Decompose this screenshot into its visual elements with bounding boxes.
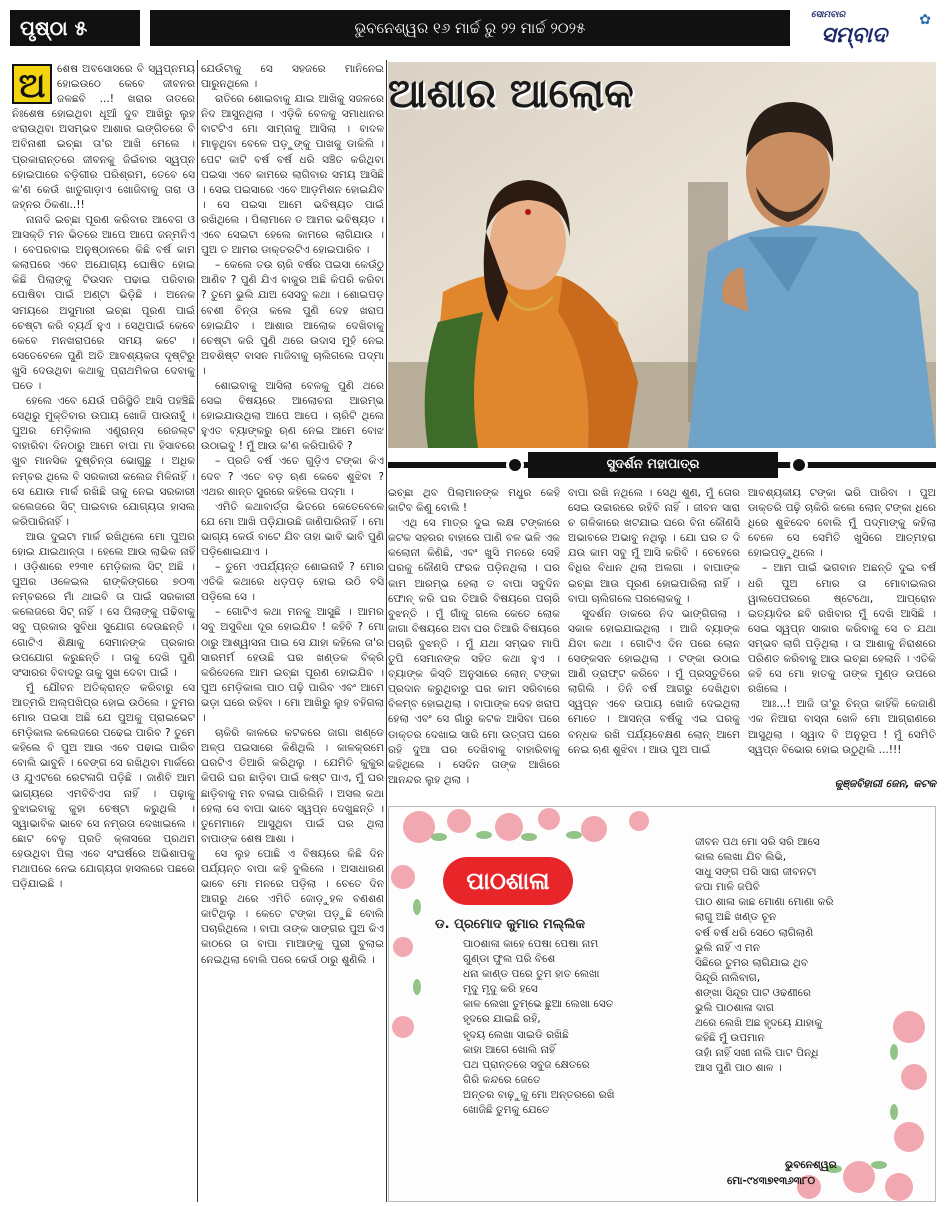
logo-main-text: ସମ୍ବାଦ — [821, 22, 887, 48]
bullet-icon — [506, 456, 524, 474]
masthead-logo — [797, 6, 935, 52]
poem-line: ଭୁଲି ନାହିଁ ଏ ମନ — [695, 941, 761, 954]
bird-icon: ✿ — [919, 12, 931, 28]
paragraph: – ଆମ ପାଇଁ ଭଗବାନ ଅଛନ୍ତି ଦୁଇ ବର୍ଷ ଧରି ପୁଅ ମୋର ତା ମୋବାଇଲର ୱାଲପେପରରେ ଷ୍ଟେଥୋ, ଆପ୍ରୋନ ଇତ୍ୟାଦିର ଛବି ରଖିବାର ମୁଁ ଦେଖି ଆସିଛି । ସେଇ ସ୍ୱପ୍ନ ସାକାର କରିବାକୁ ସେ ତ ଯଥା ସମ୍ଭବ ଲାଗି ପଡ଼ିଥିଲା । ତା ଆଶାକୁ ନିରାଶରେ ପରିଣତ କରିବାକୁ ଆଉ ଇଚ୍ଛା ହେଲାନି । ଏତିକି କହି ସେ ମୋ ହାତକୁ ତାଙ୍କ ମୁଣ୍ଡ ଉପରେ ରଖିଲେ । — [748, 562, 936, 696]
article-column-3 — [388, 486, 560, 796]
poem-line: ଆସ ପୁଣି ପାଠ ଶାଳ । — [695, 1062, 782, 1075]
poem-line: କାହା ଆଗେ ଖୋଲି ନାହିଁ — [463, 1043, 556, 1056]
article-column-1 — [12, 62, 195, 1202]
paragraph: – ତୁମେ ଏପର୍ଯ୍ୟନ୍ତ ଶୋଇନାହଁ ? ମୋର ଏତିକି କଥାରେ ଧଡ଼ପଡ଼ ହୋଇ ଉଠି ବସି ପଡ଼ିଲେ ସେ । — [201, 561, 384, 604]
date-range: ଭୁବନେଶ୍ୱର ୧୬ ମାର୍ଚ୍ଚ ରୁ ୨୨ ମାର୍ଚ୍ଚ ୨୦୨୫ — [150, 10, 790, 46]
byline-bar — [388, 452, 936, 478]
poem-line: କାଲ ଲେଖା ଯିବ ଲିଭି, — [695, 851, 787, 864]
poem-line: ଭୁଲି ପାଠଶାଳା ଦାଗ — [695, 1002, 774, 1015]
paragraph: – ପ୍ରତି ବର୍ଷ ଏତେ ଗୁଡ଼ିଏ ଟଙ୍କା କିଏ ଦେବ ? ଏତେ ବଡ଼ ଋଣ କେବେ ଶୁଝିବା ? ଏଥର ଶାନ୍ତ ସୁରରେ କହିଲେ ପଦ୍ମା । — [201, 455, 384, 498]
paragraph: ଚାକିରି କାଳରେ କଟକରେ ଜାଗା ଖଣ୍ଡେ ଅଳ୍ପ ପଇସାରେ କିଣିଥିଲି । କାଳକ୍ରମେ ଘରଟିଏ ତିଆରି କରିଥିଲୁ । ଯେମିତି କୁକୁର କିପରି ଘର ଛାଡ଼ିବା ପାଇଁ କଷ୍ଟ ପାଏ, ମୁଁ ଘର ଛାଡ଼ିବାକୁ ମନ ବଳାଇ ପାରିଲିନି । ଅସଲ କଥା ହେଲା ସେ ବାପା ଭାବେ ସ୍ୱପ୍ନ ଦେଖୁଛନ୍ତି । ତୁମେମାନେ ଆସୁଥିବା ପାଇଁ ଘର ଥିଲା ବାପାଙ୍କ ଶେଷ ଆଶା । — [201, 727, 384, 845]
poem-stanza-left — [463, 937, 615, 1118]
drop-cap: ଅ — [12, 64, 52, 104]
article-credit: କୁଞ୍ଜବିହାରୀ ଜେନ, କଟକ — [834, 778, 936, 790]
poem-box — [388, 806, 936, 1202]
poem-line: ଶଙ୍ଖା ସିନ୍ଦୂର ପାଟ ଓଢଣୀରେ — [695, 986, 811, 999]
poem-line: ପଥ ପ୍ରାନ୍ତରେ ସବୁଜ କ୍ଷେତରେ — [463, 1058, 590, 1071]
article-column-5 — [748, 486, 936, 796]
poem-line: ଗୁଣ୍ଡା ଫୁଲ ପରି ବିଶେ — [463, 953, 556, 966]
paragraph: ଇଚ୍ଛା ଥିବ ପିଲାମାନଙ୍କ ମଧୁର କେହି କାଟିବ କିଣୁ ବୋଲି ! — [388, 487, 560, 515]
poem-phone: ମୋ-୯୪୩୭୧୩୬୩୮୦ — [727, 1175, 816, 1187]
paragraph: ଆବଶ୍ୟକୀୟ ଟଙ୍କା ଭରି ପାରିବା । ପୁଅ ଡାକ୍ତରି ପଢ଼ି ଚାକିରି କଲେ ଲୋନ୍ ଟଙ୍କା ଧିରେ ଧିରେ ଶୁଝିଦେବ ବୋଲି ମୁଁ ପଦ୍ମାଙ୍କୁ କହିଲା ବେଳେ ସେ ସେମିତି ଖୁସିରେ ଆତ୍ମହରା ହୋଇପଡ଼ୁଥିଲେ । — [748, 487, 936, 560]
paragraph: ଯେଉଁଟାକୁ ସେ ସହଜରେ ମାନିନେଇ ପାରୁନଥିଲେ । — [201, 63, 384, 91]
paragraph: – କେଲେ ତଉ ଚାରି ବର୍ଷର ପଇସା କେଉଁଠୁ ଆଣିବ ? ପୁଣି ଯିଏ ବାକୁର ଅଛି କିପରି କରିବା ? ତୁମେ ଭୁଲି ଯାଅ ସେସବୁ କଥା । ଶୋଇପଡ଼ ବେଶୀ ଚିନ୍ତା କଲେ ପୁଣି ଦେହ ଖରାପ ହୋଇଯିବ । ଆଶାର ଆଲୋକ ଦେଖିବାକୁ ଚେଷ୍ଟା କରି ପୁଣି ଥରେ ଉଦାସ ମୁହଁ ନେଇ ଅବଶିଷ୍ଟ ବାସନ ମାଜିବାକୁ ଚାଲିଗଲେ ପଦ୍ମା । — [201, 259, 384, 377]
paragraph: ହେଲେ ଏବେ ଯେଉଁ ପରିସ୍ଥିତି ଆସି ପହଞ୍ଚିଛି ସେଥିରୁ ମୁକ୍ତିବାର ଉପାୟ ଖୋଜି ପାଉନାହୁଁ । ପୁଅର ମେଡ଼ିକାଲ ଏଣ୍ଟ୍ରାନ୍ସ ରେଜଲ୍ଟ ବାହାରିବା ଦିନଠାରୁ ଆମେ ବାପା ମା ହିସାବରେ ଖୁବ ମାନସିକ ଦୁଷ୍ଚିନ୍ତା ଭୋଗୁଛୁ । ଅଧିକ ନମ୍ବର ଥିଲେ ବି ସରକାରୀ କଲେଜ ମିଳିନାହିଁ । ସେ ଯୋଉ ମାର୍କ ରଖିଛି ତାକୁ ନେଇ ସରକାରୀ କଲେଜରେ ସିଟ୍ ପାଇବାର ଯୋଗ୍ୟତା ହାସଲ କରିପାରିନାହିଁ । — [12, 395, 195, 528]
paragraph: ସୁଦର୍ଶନ ଡାକରେ ନିଦ ଭାଙ୍ଗିଗଲା । ସକାଳ ହୋଇଯାଇଥିଲା । ଆଜି ବ୍ୟାଙ୍କ ଯିବା କଥା । ଗୋଟିଏ ଦିନ ପରେ ଲୋନ ସେଙ୍କସନ ହୋଇଥିଲା । ଟଙ୍କା ଉଠାଇ ଆଣି ଡ୍ରାଫ୍ଟ କରିବେ । ମୁଁ ପ୍ରସ୍ତୁତିରେ ଲାଗିଲି । ତିନି ବର୍ଷ ଆଗରୁ ଦେଖିଥିବା ସ୍ୱପ୍ନ ଏବେ ଉପାୟ ଖୋଜି ଦେଇଥିଲା ମୋତେ । ଆସନ୍ତା ବର୍ଷକୁ ଏଇ ଘରକୁ ବନ୍ଧକ ରଖି ପର୍ଯ୍ୟବେକ୍ଷଣ ଲୋନ୍ ଆମେ ନେଇ ଋଣ ଶୁଝିବା । ଆଉ ପୁଅ ପାଇଁ — [568, 607, 740, 756]
poem-title: ପାଠଶାଳା — [443, 857, 573, 905]
paragraph: ଏଥି ସେ ମାତ୍ର ଦୁଇ ଲକ୍ଷ ଟଙ୍କାରେ କଟକ ସହରର ବାହାରେ ପାଣି ବଳ ଭଳି ଏକ କଲୋନୀ କିଣିଛି, ଏବଂ ଖୁସି ମନରେ ସେହି ଘରକୁ କୌଣସି ଫରକ ପଡ଼ିନଥିଲା । ଘର କାମ ଆରମ୍ଭ ହେଲା ତ ବାପା ସବୁଦିନ ଫୋନ୍ କରି ଘର ତିଆରି ବିଷୟରେ ପଚାରି ବୁଝନ୍ତି । ମୁଁ ଗାଁକୁ ଗଲେ କେତେ ଲୋକ ଜାଗା ବିଷୟରେ ଅବା ଘର ତିଆରି ବିଷୟରେ ପଚାରି ବୁଝନ୍ତି । ମୁଁ ଯଥା ସମ୍ଭବ ମାପି ତୁପି ସେମାନଙ୍କ ସହିତ କଥା ହୁଏ । ବ୍ୟାଙ୍କ କିସ୍ତି ଅନୁସାରେ ଲୋନ୍ ଟଙ୍କା ପ୍ରଦାନ କରୁଥିବାରୁ ଘର କାମ ସରିବାରେ ବିଳମ୍ବ ହୋଇଥିଲା । ବାପାଙ୍କ ଦେହ ଖରାପ ହେଲା ଏବଂ ସେ ଗାଁରୁ କଟକ ଆସିବା ପରେ ଡାକ୍ତର ଦେଖାଇ ସାରି ମୋ ଉତ୍ତାପ ଘରେ ରହି ଦୁଆ ଘର ଦେଖିବାକୁ ବାହାରିବାକୁ କହିଥିଲେ । ସେଦିନ ତାଙ୍କ ଆଖିରେ ଆନନ୍ଦର ଲୁହ ଥିଲା । — [388, 517, 560, 786]
poem-line: ସାଧୁ ସଙ୍ଗ ପରି ସାରା ଜୀବନଟା — [695, 866, 817, 879]
poem-line: ଧନା କାଣ୍ଡ ପରେ ତୁମ ହାତ ଲେଖା — [463, 968, 600, 981]
poem-stanza-right — [695, 835, 834, 1077]
poem-author: ଡ. ପ୍ରମୋଦ କୁମାର ମଲ୍ଲିକ — [435, 917, 585, 932]
paragraph: ଆଉ ଦୁଇଟା ମାର୍କ ରଖିଥିଲେ ମୋ ପୁଅର ହୋଇ ଯାଇଥାନ୍ତା । ହେଲେ ଆଉ ଲାଭିକ ନାହିଁ । ଓଡ଼ିଶାରେ ୧୨୩୧ ମେଡ଼ିକାଲ ସିଟ୍ ଅଛି । ପୁଅର ଓଳେଇଲ ରାଙ୍କିଙ୍ଗରେ ୭୦୩ ନମ୍ବରରେ ମାଁ ଥାଇବି ତା ପାଇଁ ସରକାରୀ କଲେଜରେ ସିଟ୍ ନାହିଁ । ସେ ପିଲାଙ୍କୁ ପଢିବାକୁ ସବୁ ପ୍ରକାର ସୁବିଧା ସୁଯୋଗ ଦେଉଛନ୍ତି । ଗୋଟିଏ ଶିକ୍ଷାକୁ ସେମାନଙ୍କ ପ୍ରକାର ଉପଯୋଗ କରୁଛନ୍ତି । ତାକୁ ଦେଖି ପୁଣି ସଂସାରର ବିବାଦରୁ ତାକୁ ସୁଖ ଦେବା ପାଇଁ । — [12, 530, 195, 679]
poem-line: ଗିରି କନ୍ଦରେ ଜେତେ — [463, 1073, 541, 1086]
poem-line: ଜୀବନ ପଥ ମୋ ସରି ସରି ଆସେ — [695, 836, 820, 848]
poem-line: ସିଛିରେ ତୁମର ଲାଗିଯାଇ ଥିବ — [695, 956, 809, 969]
column-divider — [386, 60, 387, 1202]
article-column-4 — [568, 486, 740, 796]
article-title: ଆଶାର ଆଲୋକ — [388, 70, 634, 117]
story-illustration — [388, 62, 936, 448]
poem-line: ହୃଦରେ ଯାଇଛି ରହି, — [463, 1013, 541, 1026]
poem-line: ତାହାଁ ନାହିଁ ସଖୀ ନାଲି ପାଟ ପିନ୍ଧି — [695, 1047, 819, 1060]
paragraph: ଶୋଇବାକୁ ଆସିଲା ବେଳକୁ ପୁଣି ଥରେ ସେଇ ବିଷୟରେ ଆଲୋଚନା ଆରମ୍ଭ ହୋଇଯାଉଥିଲା ଆପେ ଆପେ । ଚାରିଟି ଥିଲେ ହୁଏତ ବ୍ୟାଙ୍କରୁ ଋଣ ନେଇ ଆମେ ବୋଝ ଉଠାଇବୁ ! ମୁଁ ଆଉ କ'ଣ କରିପାରିବି ? — [201, 379, 384, 453]
poem-line: ଅନ୍ତର ବାଢ଼ୁକୁ ମୋ ଅନ୍ତରରେ ରଖି — [463, 1088, 615, 1101]
bullet-icon — [790, 456, 808, 474]
paragraph: – ଗୋଟିଏ କଥା ମନକୁ ଆସୁଛି । ଆମର ସବୁ ଅସୁବିଧା ଦୂର ହୋଇଯିବ ! କହିବି ? ମୋ ଠାରୁ ଆଶ୍ୱାସନା ପାଇ ସେ ଯାହା କହିଲେ ତା'ର ସାରମର୍ମ ହେଉଛି ଘର ଖଣ୍ଡକ ବିକ୍ରି କରିଦେଲେ ଆମ ଇଚ୍ଛା ପୂରଣ ହୋଇଯିବ । ପୁଅ ମେଡ଼ିକାଲ ପାଠ ପଢ଼ି ପାରିବ ଏବଂ ଆମେ ଭଡ଼ା ଘରେ ରହିବା । ମୋ ଆଖିରୁ ଲୁହ ବହିଗଲା । — [201, 606, 384, 725]
paragraph: ସେ ଲୁହ ପୋଛି ଏ ବିଷୟରେ କିଛି ଦିନ ପର୍ଯ୍ୟନ୍ତ ବାପା କହି ବୁଲିଲେ । ଅସାଧାରଣ ଭାବେ ମୋ ମନରେ ପଡ଼ିଲା । ଚେତେ ଦିନ ଆଗରୁ ଥରେ ଏମିତି ଜୋଡ଼ୁହଳ ବଣଶଣ କାଟିଥିଲୁ । କେତେ ଟଙ୍କା ପଡ଼ୁଛି ବୋଲି ପଚାରିଥିଲେ । ବାପା ତାଙ୍କ ସାଙ୍ଗର ପୁଅ କିଏ କାଠରେ ତା ବାପା ମାଆଙ୍କୁ ପୁରୀ ବୁଲାଇ ନେଇଥିଲା ବୋଲି ପରେ କେଉଁ ଠାରୁ ଶୁଣିଲି । — [201, 847, 384, 966]
poem-place: ଭୁବନେଶ୍ୱର — [785, 1159, 837, 1171]
column-divider — [197, 60, 198, 1202]
couple-painting — [388, 62, 936, 448]
poem-line: କାଳ ଲେଖା ତୁମ୍ଭେ ଛୁଆ ଲେଖା ସେତ — [463, 998, 614, 1011]
paragraph: ଏମିତି କଥାବାର୍ତ୍ତା ଭିତରେ କେତେବେଳେ ଯେ ମୋ ଆଖି ପଡ଼ିଯାଉଛି ଜାଣିପାରିନାହିଁ । ମୋ ଭାଗ୍ୟ କେଉଁ ବାଟେ ଯିବ ତାହା ଭାବି ଭାବି ପୁଣି ପଡ଼ିଶୋଇଯାଏ । — [201, 500, 384, 558]
paragraph: ମୁଁ ଯୌବନ ଅତିକ୍ରାନ୍ତ କରିବାରୁ ସେ ଆତ୍ମରି ଅଲ୍ପଖିପ୍ର ହୋଇ ଉଠିଲେ । ତୁମର ମୋର ପଇସା ଅଛି ଯେ ପୁଅକୁ ପ୍ରାଇଭେଟ ମେଡ଼ିକାଲ କଲେଜରେ ପଢେଇ ପାରିବ ? ତୁମେ କହିଲେ ବି ପୁଅ ଆଉ ଏବେ ପଢାଇ ପାରିବ ବୋଲି ଭାବୁନି । ବେଙ୍ଗ ସେ ରଖିଥିବା ମାର୍କରେ ଓ ଯୁଏଟରେ ରେଟଳାଗି ପଡ଼ିଛି । ଜାଣିବି ଆମ ଭାଗ୍ୟରେ ଏମବିବିଏସ ନାହିଁ । ପଢ଼ାକୁ ବୁଝାଇବାକୁ କୁହା ଚେଷ୍ଟା କରୁଥିଲି । ସ୍ୱାଭାବିକ ଭାବେ ସେ ନମ୍ରତା ଦେଖାଇଲେ । ଛୋଟ ବେଳୁ ପ୍ରତି କ୍ଳାସରେ ପ୍ରଥମ ହେଉଥିବା ପିଲା ଏବେ ସଂଘର୍ଷରେ ଅଭିଶାପକୁ ମଥାପରେ ନେଇ ଯୋଗ୍ୟତା ହାସଲରେ ପଛରେ ପଡ଼ିଯାଇଛି । — [12, 681, 195, 891]
poem-line: ବର୍ଷ ବର୍ଷ ଧରି ସେଠେ ଲାଗିଲାଣି — [695, 926, 814, 939]
paragraph: ଶେଷ ଅବସୋସରେ ବି ସ୍ୱପ୍ନମୟ ହୋଇଉଠେ କେବେ ଜୀବନର ଜଳଛବି ...! ଖରାର ତାତରେ ନିଃଶେଷ ହୋଇଥିବା ଧୂଆଁ ଦୁବ ଆଖିରୁ ଲୁହ ଝରାଉଥିବା ଅସମ୍ଭବ ଆଶାର ଇଙ୍ଗିତରେ ବି ଅବିନାଶୀ ଇଚ୍ଛା ତା'ର ଆଖି ମେଲେ । ପ୍ରକାରାନ୍ତରେ ଜୀବନକୁ ଜିଇଁବାର ସ୍ୱପ୍ନ ହୋଇପାରେ ବଡ଼ିଗୀର ପରିଶ୍ରମ, ତେବେ ସେ କ'ଣ କେଉଁ ଖାତୁଗାଡ଼ାଏ ଖୋଜିବାକୁ ତାରା ଓ ଜହ୍ନର ଠିକଣା..!! — [12, 63, 195, 211]
poem-line: ସିନ୍ଦୂରି ନାଲିବାଗ, — [695, 971, 761, 984]
article-author: ସୁଦର୍ଶନ ମହାପାତ୍ର — [528, 452, 778, 478]
poem-line: ଥରେ ଲେଖି ଅଛ ହୃଦୟେ ଯାହାକୁ — [695, 1017, 823, 1030]
paragraph: ଆଃ...! ଆଜି ତା'ରୁ ଚିନ୍ତା କାହିଁକି କେଜାଣି ଏକ ନିଆରା ବାସ୍ନା ଖେଳି ମୋ ଆଗ୍ରାଣରେ ଆସୁଥିଲା । ସ୍ୱାଦ ବି ଅନୁରୂପ ! ମୁଁ ସେମିତି ସ୍ୱପ୍ନ ବିଭୋର ହୋଇ ଉଠୁଥିଲି ...!!! — [748, 698, 936, 756]
article-column-2 — [201, 62, 384, 1202]
poem-line: ଖୋଜିଛି ତୁମକୁ ଯେତେ — [463, 1104, 550, 1117]
poem-line: ମୃଦୁ ମୃଦୁ କରି ହସେ — [463, 983, 538, 996]
poem-line: ଜପା ମାଳି ଜପିବି — [695, 881, 760, 894]
poem-line: ହୃଦୟ ଲେଖା ସାଇଡି ରଖିଛି — [463, 1028, 569, 1041]
paragraph: ନାନାଦି ଇଚ୍ଛା ପୂରଣ କରିବାର ଆବେଗ ଓ ଆସକ୍ତି ମନ ଭିତରେ ଆପେ ଆପେ ଜନ୍ମନିଏ । ବେପରବାଇ ଅନୁଷ୍ଠାନରେ କିଛି ବର୍ଷ କାମ କଲାପରେ ଏବେ ଅଯୋଗ୍ୟ ଘୋଷିତ ହୋଇ କିଛି ପିଲାଙ୍କୁ ଟିଉସନ ପଢାଇ ପରିବାର ପୋଷିବା ପାଇଁ ଅଣ୍ଟା ଭିଡ଼ିଛି । ଅନେକ ସମୟରେ ଅସୁମାରୀ ଇଚ୍ଛା ପୂରଣ ପାଇଁ ଚେଷ୍ଟା କରି ବ୍ୟର୍ଥ ହୁଏ । ସେଥିପାଇଁ କେବେ କେବେ ମନଖରାପରେ ସମୟ କଟେ । ସେତେବେଳେ ପୁଣି ଅତି ଆବଶ୍ୟକତା ଦୃଷ୍ଟିରୁ ଖୁସି ଦେଉଥିବା କଥାକୁ ପ୍ରାଥମିକତା ଦେବାକୁ ପଡେ । — [12, 213, 195, 392]
page-number: ପୃଷ୍ଠା ୫ — [10, 10, 140, 46]
poem-line: ପାଠଶାଳା କାହେ ପେଷା ପେଷା ନାମ — [463, 938, 599, 950]
logo-small-text: ସୋମବାର — [811, 10, 846, 20]
paragraph: ବାପା ରଖି ନଥିଲେ । ସେଥି ଶୁଣ, ମୁଁ ତୋର ସେଇ ଉଚ୍ଚାରରେ ରହିବି ନାହିଁ । ଜୀବନ ସାରା ଚ ଗଳିକାରେ ଖଟଯାଇ ଘରେ ବିନା କୌଣସି ଅଭାବରେ ଅଭାବୁ ନଥିଲୁ । ଯୋ ଘର ତ ଦି ଯଉ କାମ ସବୁ ମୁଁ ଆସି କରିବି । ଚେହେରେ ବିଧିର ବିଧାନ ଥିଲା ଅଲଗା । ବାପାଙ୍କ ଇଚ୍ଛା ଆଉ ପୂରଣ ହୋଇପାରିଲା ନାହିଁ । ବାପା ଚାଲିଗଲେ ପରଲୋକକୁ । — [568, 487, 740, 605]
poem-line: ଲାଗୁ ଅଛି ଖଣ୍ଡ ଚୂନ — [695, 911, 777, 924]
poem-line: ପାଠ ଶାଳା କାଛ ମୋଣା ମୋଣା କରି — [695, 896, 834, 909]
paragraph: ରାତିରେ ଶୋଇବାକୁ ଯାଇ ଆଖିକୁ ସଜଳରେ ନିଦ ଆସୁନଥିଲା । ଏଡ଼ିକି ବେଳକୁ ସମାଧାନର ବାଟଟିଏ ମୋ ସାମ୍ନାକୁ ଆସିଲା । ବାଦଳ ମାଳୁଥିବା ବେଳେ ପଡ଼ୁଙ୍କୁ ପାଖକୁ ଡାକିଲି । ପେଟ କାଟି ବର୍ଷ ବର୍ଷ ଧରି ସଞ୍ଚିତ କରିଥିବା ପଇସା ଏବେ କାମରେ ଲାଗିବାର ସମୟ ଆସିଛି । ସେଇ ପଇସାରେ ଏବେ ଆଡ଼ମିଶନ ହୋଇଯିବ । ସେ ପଇସା ଆମେ ଭବିଷ୍ୟତ ପାଇଁ ରଖିଥିଲେ । ପିଲାମାନେ ତ ଆମର ଭବିଷ୍ୟତ । ଏବେ ସେଇଟା ହେଲେ କାମରେ ଲାଗିଯାଉ । ପୁଅ ତ ଆମର ଡାକ୍ତରଟିଏ ହୋଇପାରିବ । — [201, 93, 384, 257]
page-header — [10, 6, 935, 54]
poem-line: କହିଛି ମୁଁ ଉପମାନ — [695, 1032, 765, 1045]
